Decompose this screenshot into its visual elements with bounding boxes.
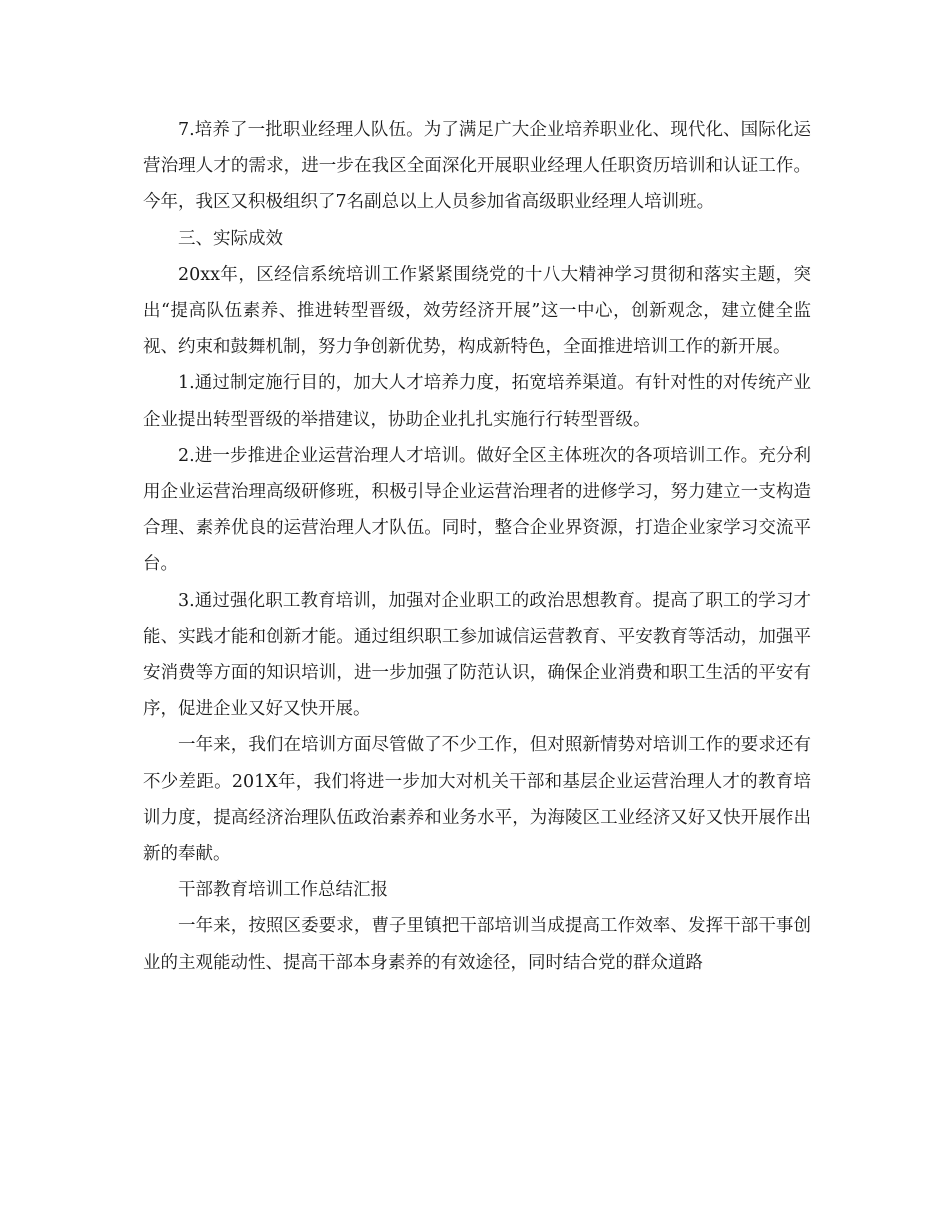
paragraph-conclusion: 一年来，我们在培训方面尽管做了不少工作，但对照新情势对培训工作的要求还有不少差距。201X年，我们将进一步加大对机关干部和基层企业运营治理人才的教育培训力度，提高经济治理队伍政治素养和业务水平，为海陵区工业经济又好又快开展作出新的奉献。 [143,735,811,865]
paragraph-result-2: 2.进一步推进企业运营治理人才培训。做好全区主体班次的各项培训工作。充分利用企业运营治理高级研修班，积极引导企业运营治理者的进修学习，努力建立一支构造合理、素养优良的运营治理人才队伍。同时，整合企业界资源，打造企业家学习交流平台。 [143,445,811,575]
paragraph-item-7: 7.培养了一批职业经理人队伍。为了满足广大企业培养职业化、现代化、国际化运营治理人才的需求，进一步在我区全面深化开展职业经理人任职资历培训和认证工作。今年，我区又积极组织了7名副总以上人员参加省高级职业经理人培训班。 [143,120,811,213]
section-heading-report: 干部教育培训工作总结汇报 [178,880,388,901]
paragraph-result-3: 3.通过强化职工教育培训，加强对企业职工的政治思想教育。提高了职工的学习才能、实践才能和创新才能。通过组织职工参加诚信运营教育、平安教育等活动，加强平安消费等方面的知识培训，进一步加强了防范认识，确保企业消费和职工生活的平安有序，促进企业又好又快开展。 [143,590,811,720]
paragraph-report-intro: 一年来，按照区委要求，曹子里镇把干部培训当成提高工作效率、发挥干部干事创业的主观能动性、提高干部本身素养的有效途径，同时结合党的群众道路 [143,916,811,973]
paragraph-result-1: 1.通过制定施行目的，加大人才培养力度，拓宽培养渠道。有针对性的对传统产业企业提出转型晋级的举措建议，协助企业扎扎实施行行转型晋级。 [143,373,811,430]
paragraph-results-intro: 20xx年，区经信系统培训工作紧紧围绕党的十八大精神学习贯彻和落实主题，突出“提高队伍素养、推进转型晋级，效劳经济开展”这一中心，创新观念，建立健全监视、约束和鼓舞机制，努力争创新优势，构成新特色，全面推进培训工作的新开展。 [143,264,811,358]
document-body [143,112,811,981]
section-heading-results: 三、实际成效 [178,228,283,249]
